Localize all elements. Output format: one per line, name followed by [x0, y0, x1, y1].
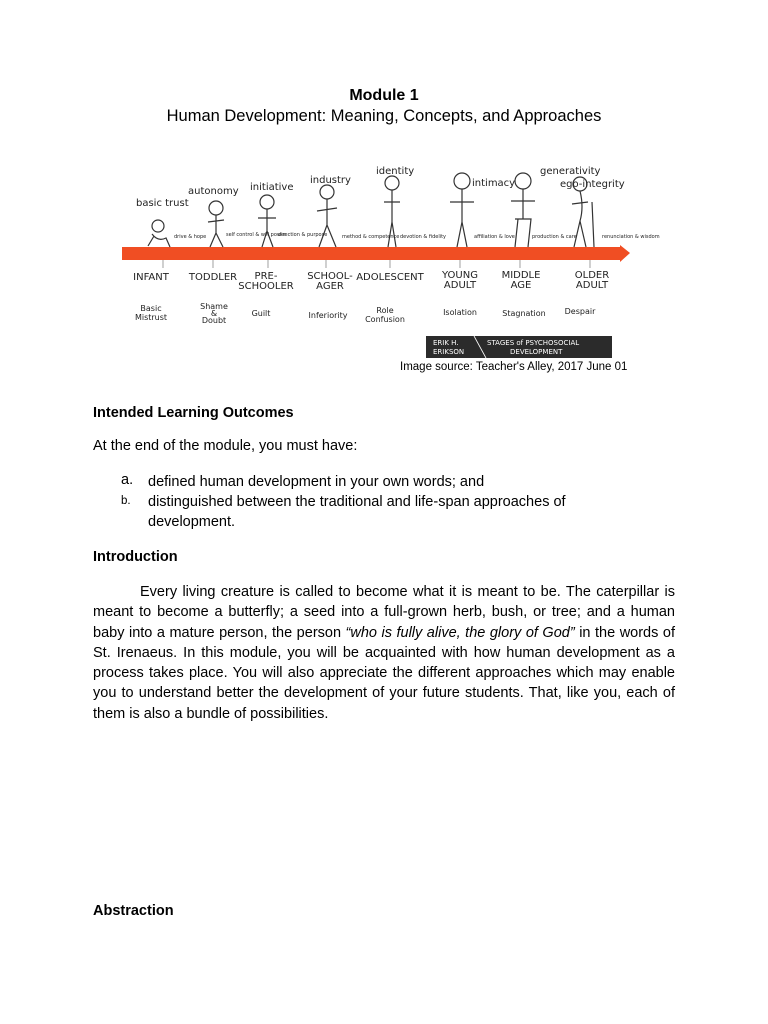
erikson-banner — [426, 336, 612, 358]
strength-label: drive & hope — [174, 234, 207, 240]
crisis-label: Despair — [564, 307, 596, 316]
crisis-label: Stagnation — [502, 309, 546, 318]
crisis-label: Shame — [200, 302, 228, 311]
module-subtitle: Human Development: Meaning, Concepts, and Approaches — [166, 107, 602, 125]
outcomes-heading: Intended Learning Outcomes — [93, 405, 294, 421]
intro-text: in the words of St. Irenaeus. In this module, you will be acquainted with how human development as a process takes place. You will also appreciate the different approaches which may enable you to understand better the development of your future students. That, like you, each of them is also a bundle of possibilities. — [93, 624, 675, 722]
virtue-label: identity — [376, 166, 415, 177]
virtue-label: generativity — [540, 166, 601, 177]
abstraction-heading: Abstraction — [93, 903, 174, 919]
banner-title-line-1: STAGES of PSYCHOSOCIAL — [487, 339, 580, 347]
image-source-caption: Image source: Teacher's Alley, 2017 June 01 — [400, 361, 628, 373]
introduction-paragraph — [93, 582, 675, 724]
crisis-label: Mistrust — [134, 313, 168, 322]
virtue-label: intimacy — [472, 178, 516, 189]
stage-label: YOUNG — [442, 270, 478, 281]
crisis-label: Role — [376, 306, 394, 315]
list-marker: a. — [121, 472, 134, 488]
strength-label: production & care — [532, 234, 577, 240]
stage-label: PRE- — [254, 271, 278, 282]
stage-label: ADULT — [575, 280, 609, 291]
crisis-label: Doubt — [201, 316, 227, 325]
intro-text: Every living creature is called to become what it is meant to be. The caterpillar is meant to become a butterfly; a seed into a full-grown herb, bush, or tree; and a human baby into a mature person, the person — [93, 584, 675, 641]
stages-sketch — [120, 156, 660, 361]
strength-label: renunciation & wisdom — [602, 234, 660, 240]
virtue-label: initiative — [250, 182, 294, 193]
crisis-label: Basic — [140, 304, 162, 313]
crisis-label: Isolation — [443, 308, 477, 317]
crisis-label: & — [210, 309, 218, 318]
virtue-label: basic trust — [136, 198, 189, 209]
erikson-stages-illustration — [120, 156, 660, 361]
virtue-label: ego-integrity — [560, 179, 625, 190]
introduction-heading: Introduction — [93, 549, 178, 565]
stage-label: AGE — [510, 280, 532, 291]
irenaeus-quote: “who is fully alive, the glory of God” — [345, 624, 575, 641]
crisis-label: Guilt — [251, 309, 271, 318]
virtue-label: industry — [310, 175, 351, 186]
list-marker: b. — [121, 495, 131, 507]
outcome-text: distinguished between the traditional and life-span approaches of development. — [148, 494, 566, 530]
stage-label: SCHOOL- — [307, 271, 353, 282]
stage-label: INFANT — [133, 272, 169, 283]
strength-label: direction & purpose — [278, 232, 328, 238]
stage-label: ADULT — [443, 280, 477, 291]
stage-label: SCHOOLER — [238, 281, 294, 292]
crisis-label: Confusion — [365, 315, 405, 324]
stage-label: OLDER — [574, 270, 610, 281]
strength-label: devotion & fidelity — [400, 234, 447, 240]
stage-label: AGER — [316, 281, 344, 292]
banner-title-line-2: DEVELOPMENT — [510, 348, 563, 356]
strength-label: method & competence — [342, 234, 400, 240]
module-title: Module 1 — [349, 87, 419, 104]
strength-label: self control & will power — [226, 232, 287, 238]
banner-name-line-2: ERIKSON — [433, 348, 465, 356]
banner-name-line-1: ERIK H. — [433, 339, 459, 347]
crisis-label: Inferiority — [308, 311, 348, 320]
stage-label: ADOLESCENT — [356, 272, 424, 283]
virtue-label: autonomy — [188, 186, 239, 197]
outcome-text: defined human development in your own words; and — [148, 474, 485, 490]
timeline-band — [122, 247, 622, 260]
stage-label: TODDLER — [188, 272, 238, 283]
outcomes-lead: At the end of the module, you must have: — [93, 438, 358, 454]
stage-label: MIDDLE — [501, 270, 541, 281]
strength-label: affiliation & love — [474, 234, 515, 240]
